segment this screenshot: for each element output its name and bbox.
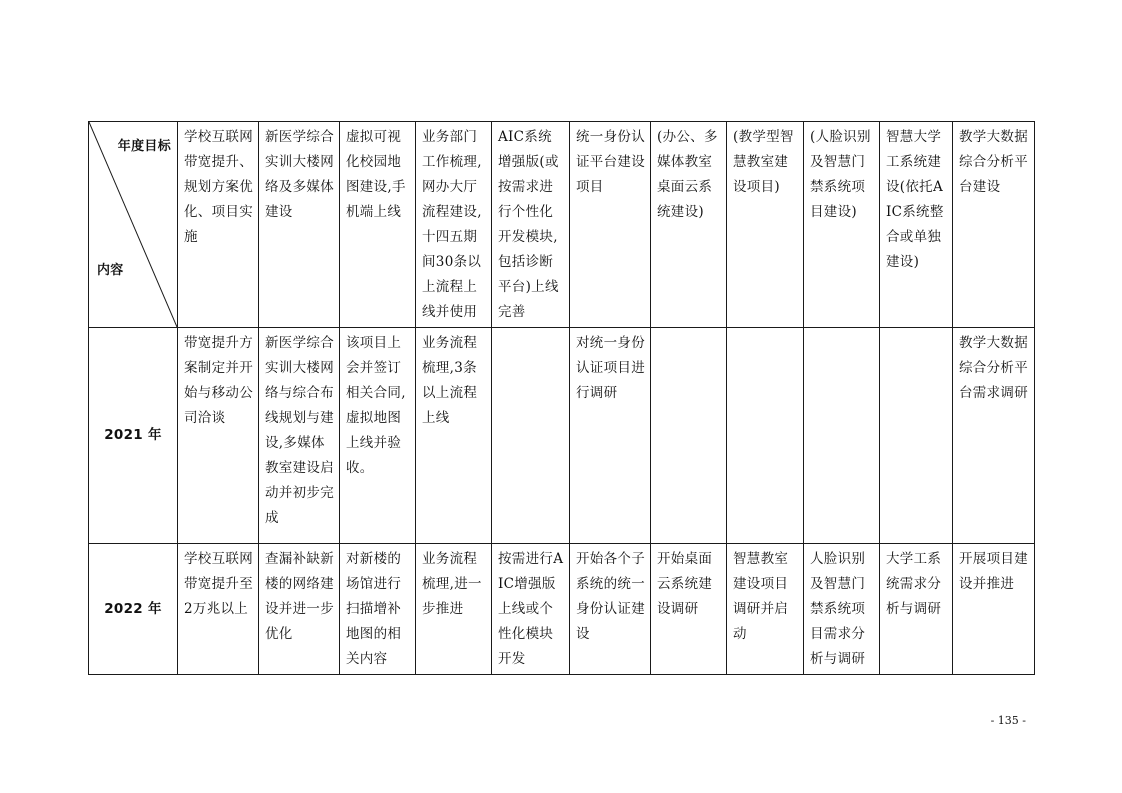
- table-cell: 大学工系统需求分析与调研: [880, 544, 953, 675]
- page-number: - 135 -: [990, 714, 1026, 727]
- plan-table: [88, 121, 1035, 675]
- year-cell: 2021 年: [89, 328, 178, 544]
- table-cell: 按需进行AIC增强版上线或个性化模块开发: [492, 544, 570, 675]
- corner-label-top: 年度目标: [117, 139, 171, 154]
- table-cell: 开展项目建设并推进: [953, 544, 1035, 675]
- table-cell: 人脸识别及智慧门禁系统项目需求分析与调研: [804, 544, 880, 675]
- table-row: [89, 544, 1035, 675]
- table-cell: 业务流程梳理,进一步推进: [416, 544, 492, 675]
- header-cell: (教学型智慧教室建设项目): [727, 122, 804, 328]
- header-cell: 教学大数据综合分析平台建设: [953, 122, 1035, 328]
- table-row: [89, 328, 1035, 544]
- table-cell: 该项目上会并签订相关合同,虚拟地图上线并验收。: [340, 328, 416, 544]
- table-cell: 开始各个子系统的统一身份认证建设: [570, 544, 651, 675]
- table-cell: [804, 328, 880, 544]
- header-cell: 虚拟可视化校园地图建设,手机端上线: [340, 122, 416, 328]
- table-cell: 新医学综合实训大楼网络与综合布线规划与建设,多媒体教室建设启动并初步完成: [259, 328, 340, 544]
- table-cell: 开始桌面云系统建设调研: [651, 544, 727, 675]
- table-cell: 带宽提升方案制定并开始与移动公司洽谈: [178, 328, 259, 544]
- table-cell: [880, 328, 953, 544]
- header-cell: 学校互联网带宽提升、规划方案优化、项目实施: [178, 122, 259, 328]
- header-cell: (办公、多媒体教室桌面云系统建设): [651, 122, 727, 328]
- table-cell: 对新楼的场馆进行扫描增补地图的相关内容: [340, 544, 416, 675]
- corner-header-cell: [89, 122, 178, 328]
- table-cell: 业务流程梳理,3条以上流程上线: [416, 328, 492, 544]
- table-cell: 教学大数据综合分析平台需求调研: [953, 328, 1035, 544]
- header-cell: 业务部门工作梳理,网办大厅流程建设,十四五期间30条以上流程上线并使用: [416, 122, 492, 328]
- header-cell: (人脸识别及智慧门禁系统项目建设): [804, 122, 880, 328]
- header-row: [89, 122, 1035, 328]
- table-cell: 智慧教室建设项目调研并启动: [727, 544, 804, 675]
- header-cell: 新医学综合实训大楼网络及多媒体建设: [259, 122, 340, 328]
- header-cell: 统一身份认证平台建设项目: [570, 122, 651, 328]
- header-cell: 智慧大学工系统建设(依托AIC系统整合或单独建设): [880, 122, 953, 328]
- table-cell: [651, 328, 727, 544]
- table-cell: 学校互联网带宽提升至2万兆以上: [178, 544, 259, 675]
- corner-label-bottom: 内容: [97, 263, 124, 278]
- table-cell: [727, 328, 804, 544]
- header-cell: AIC系统增强版(或按需求进行个性化开发模块,包括诊断平台)上线完善: [492, 122, 570, 328]
- table-cell: [492, 328, 570, 544]
- table-cell: 查漏补缺新楼的网络建设并进一步优化: [259, 544, 340, 675]
- table-cell: 对统一身份认证项目进行调研: [570, 328, 651, 544]
- year-cell: 2022 年: [89, 544, 178, 675]
